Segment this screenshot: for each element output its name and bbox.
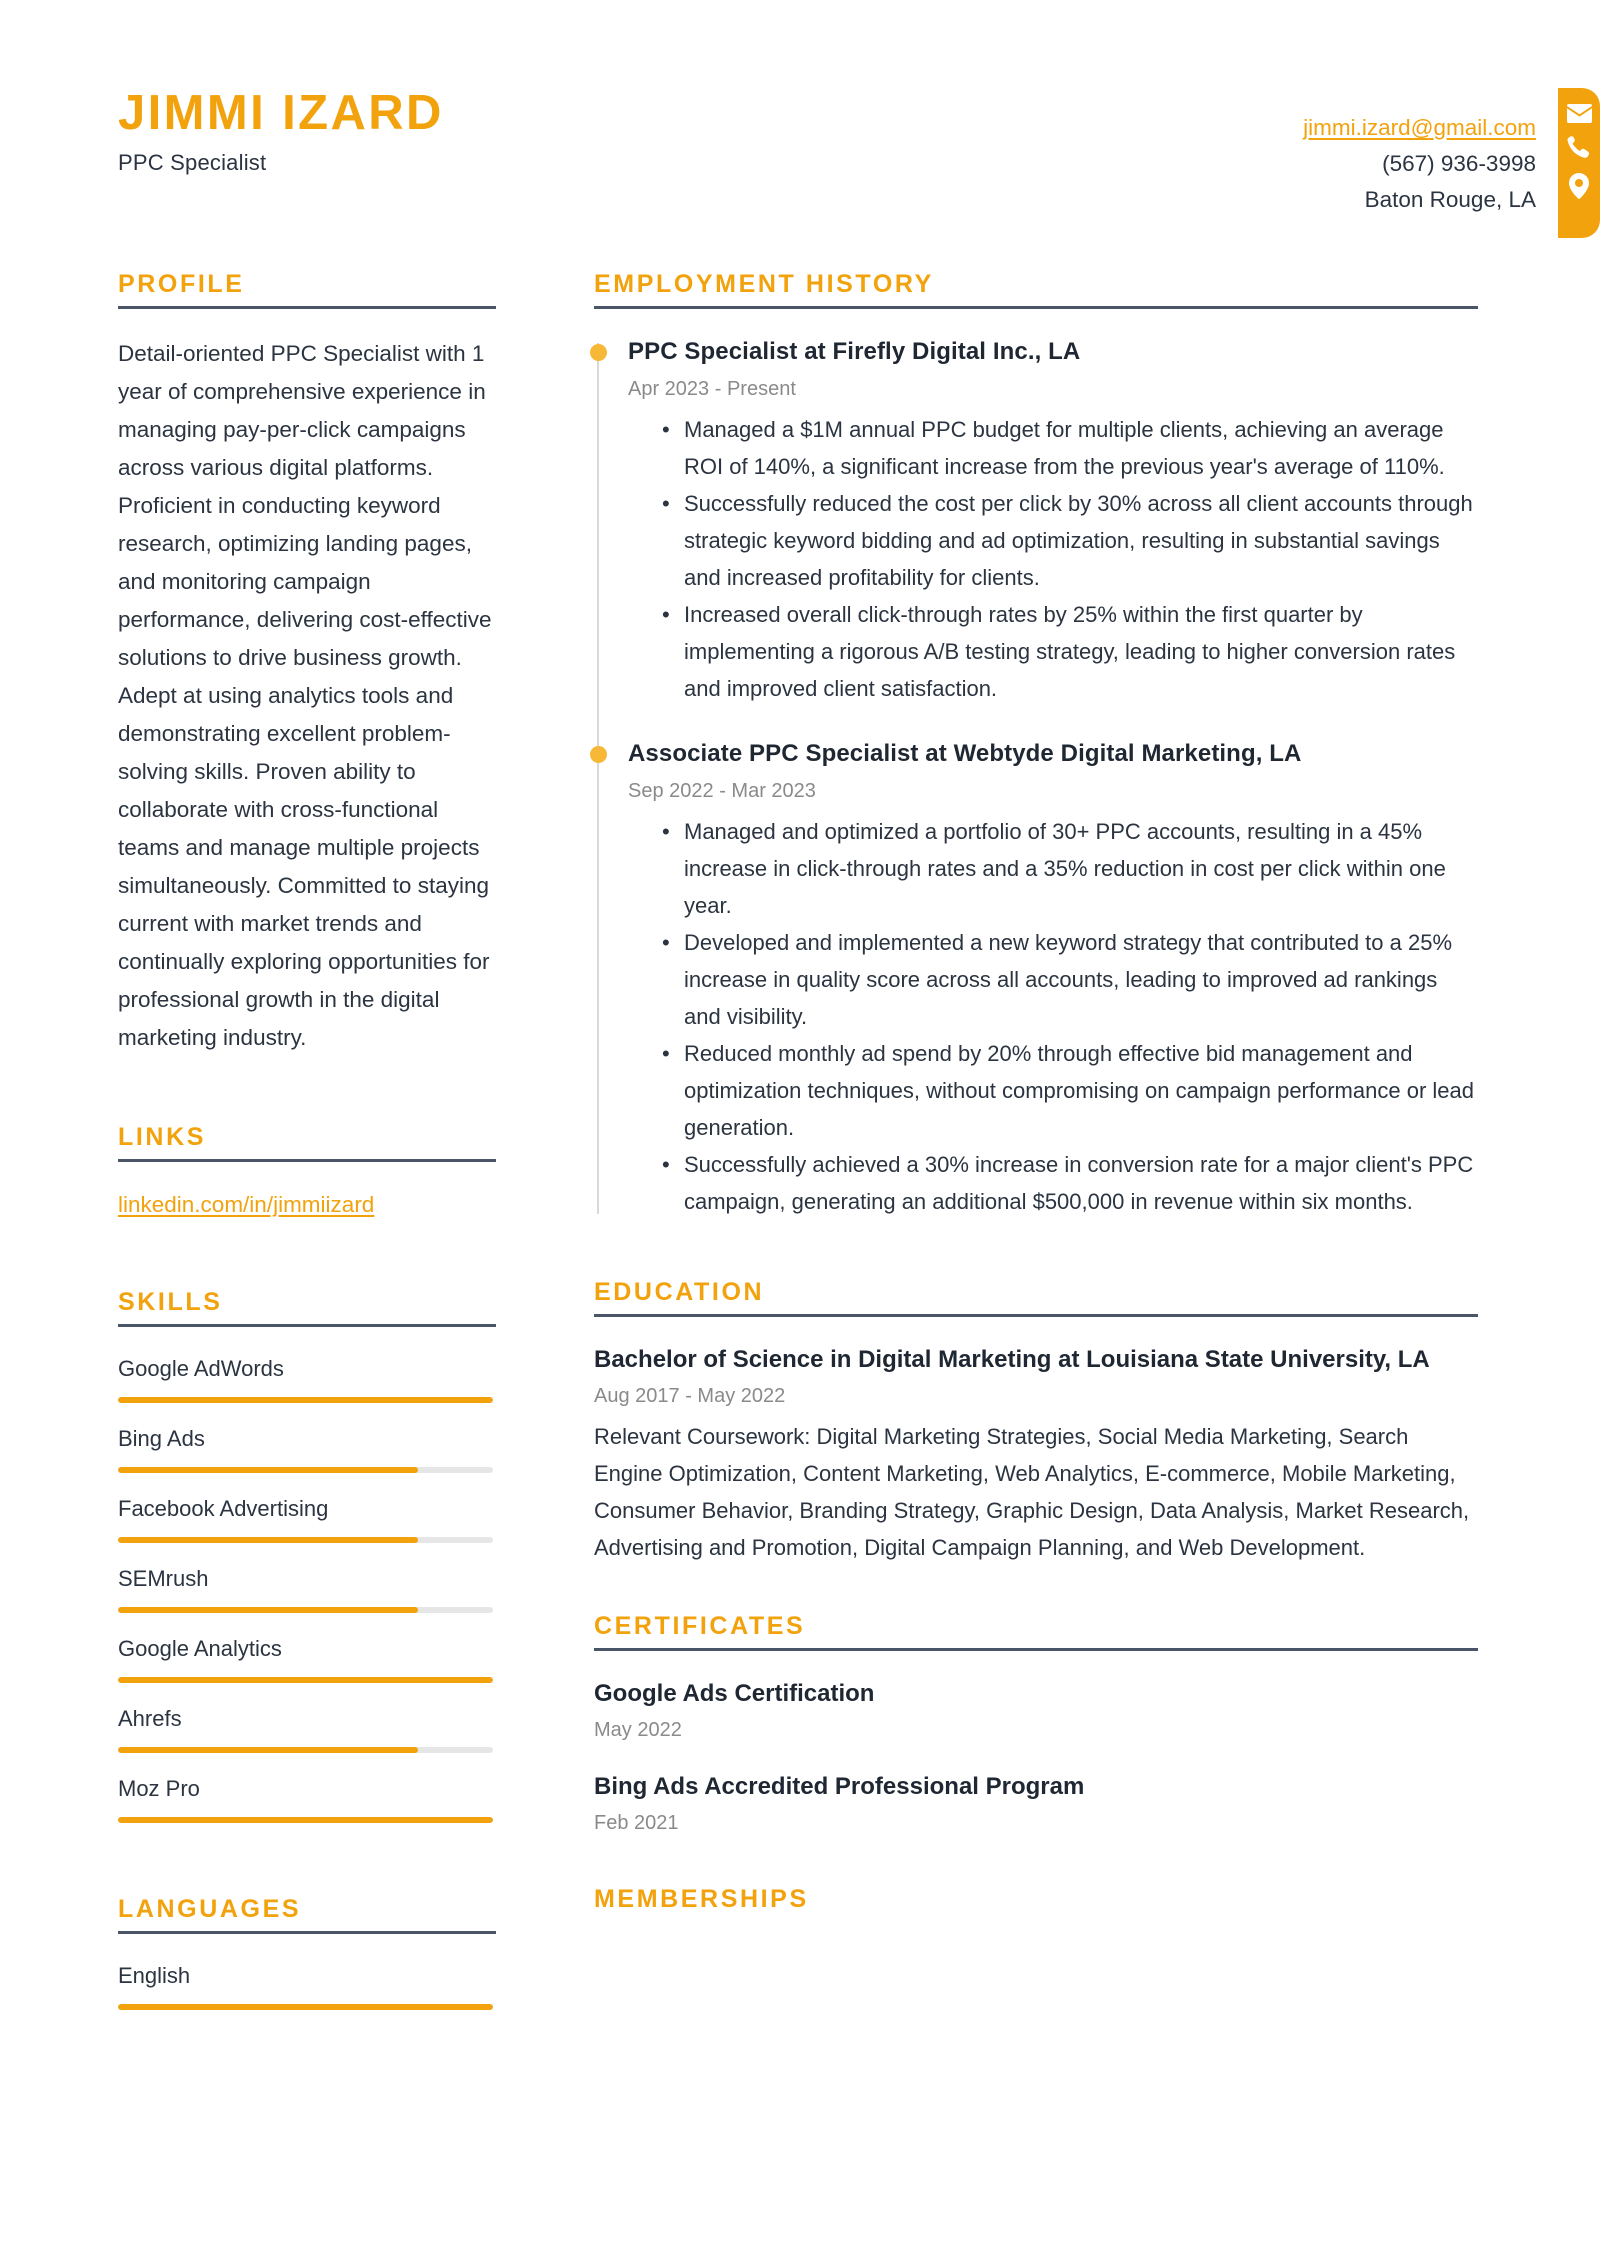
contact-phone: (567) 936-3998 bbox=[1382, 151, 1536, 176]
skill-label: Google AdWords bbox=[118, 1356, 284, 1381]
profile-text: Detail-oriented PPC Specialist with 1 year of comprehensive experience in managing pay-per-click campaigns across various digital platforms. Proficient in conducting keyword research, optimizing landing pages, and monitoring campaign performance, delivering cost-effective solutions to drive business growth. Adept at using analytics tools and demonstrating excellent problem-solving skills. Proven ability to collaborate with cross-functional teams and manage multiple projects simultaneously. Committed to staying current with market trends and continually exploring opportunities for professional growth in the digital marketing industry. bbox=[118, 341, 492, 1050]
spacer bbox=[118, 1057, 496, 1123]
section-title-employment: EMPLOYMENT HISTORY bbox=[594, 270, 934, 298]
section-title-education: EDUCATION bbox=[594, 1278, 765, 1306]
right-column bbox=[538, 270, 1478, 1921]
certificate-title: Google Ads Certification bbox=[594, 1680, 875, 1707]
section-profile bbox=[118, 270, 496, 1057]
skill-fill bbox=[118, 1607, 418, 1613]
contact-icon-bar bbox=[1558, 88, 1600, 238]
skill-fill bbox=[118, 1397, 493, 1403]
skill-track bbox=[118, 1817, 493, 1823]
phone-icon bbox=[1567, 136, 1591, 160]
spacer bbox=[594, 1220, 1478, 1278]
language-track bbox=[118, 2004, 493, 2010]
contact-email[interactable]: jimmi.izard@gmail.com bbox=[1303, 115, 1536, 140]
section-title-skills: SKILLS bbox=[118, 1288, 223, 1316]
skill-item bbox=[118, 1493, 496, 1543]
job-bullet: • Managed and optimized a portfolio of 30+ PPC accounts, resulting in a 45% increase in click-through rates and a 35% reduction in cost per click within one year. bbox=[662, 813, 1478, 924]
job-bullets bbox=[628, 411, 1478, 707]
skill-item bbox=[118, 1773, 496, 1823]
candidate-name: JIMMI IZARD bbox=[118, 86, 444, 140]
skill-label: Ahrefs bbox=[118, 1706, 182, 1731]
education-degree: Bachelor of Science in Digital Marketing at Louisiana State University, LA bbox=[594, 1346, 1430, 1373]
skill-track bbox=[118, 1467, 493, 1473]
section-divider bbox=[594, 1648, 1478, 1651]
section-education bbox=[594, 1278, 1478, 1566]
job-entry bbox=[628, 335, 1478, 707]
job-title: PPC Specialist at Firefly Digital Inc., LA bbox=[628, 338, 1081, 365]
certificate-date: May 2022 bbox=[594, 1719, 682, 1741]
timeline-dot-icon bbox=[590, 344, 607, 361]
certificate-title: Bing Ads Accredited Professional Program bbox=[594, 1773, 1085, 1800]
job-bullets bbox=[628, 813, 1478, 1220]
contact-lines bbox=[1303, 88, 1558, 238]
section-certificates bbox=[594, 1612, 1478, 1839]
skill-label: Moz Pro bbox=[118, 1776, 200, 1801]
section-title-profile: PROFILE bbox=[118, 270, 245, 298]
job-bullet: • Reduced monthly ad spend by 20% through effective bid management and optimization techniques, without compromising on campaign performance or lead generation. bbox=[662, 1035, 1478, 1146]
education-description: Relevant Coursework: Digital Marketing Strategies, Social Media Marketing, Search Engine Optimization, Content Marketing, Web Analytics, E-commerce, Mobile Marketing, Consumer Behavior, Branding Strategy, Graphic Design, Data Analysis, Market Research, Advertising and Promotion, Digital Campaign Planning, and Web Development. bbox=[594, 1424, 1470, 1560]
link-linkedin[interactable]: linkedin.com/in/jimmiizard bbox=[118, 1192, 375, 1217]
job-bullet: • Developed and implemented a new keyword strategy that contributed to a 25% increase in quality score across all accounts, leading to improved ad rankings and visibility. bbox=[662, 924, 1478, 1035]
spacer bbox=[594, 1839, 1478, 1885]
section-divider bbox=[594, 306, 1478, 309]
skill-label: Google Analytics bbox=[118, 1636, 282, 1661]
skill-track bbox=[118, 1537, 493, 1543]
timeline-dot-icon bbox=[590, 746, 607, 763]
employment-timeline bbox=[594, 335, 1478, 1220]
job-entry bbox=[628, 737, 1478, 1220]
skill-fill bbox=[118, 1747, 418, 1753]
section-divider bbox=[594, 1314, 1478, 1317]
certificate-entry bbox=[594, 1677, 1478, 1746]
spacer bbox=[118, 1843, 496, 1895]
resume-header bbox=[0, 0, 1600, 270]
section-languages bbox=[118, 1895, 496, 2010]
spacer bbox=[594, 1566, 1478, 1612]
skill-item bbox=[118, 1703, 496, 1753]
job-bullet: • Managed a $1M annual PPC budget for multiple clients, achieving an average ROI of 140%, a significant increase from the previous year's average of 110%. bbox=[662, 411, 1478, 485]
skill-label: Bing Ads bbox=[118, 1426, 205, 1451]
section-title-languages: LANGUAGES bbox=[118, 1895, 302, 1923]
section-links bbox=[118, 1123, 496, 1222]
section-title-memberships: MEMBERSHIPS bbox=[594, 1885, 809, 1913]
section-divider bbox=[118, 306, 496, 309]
section-divider bbox=[118, 1931, 496, 1934]
section-skills bbox=[118, 1288, 496, 1823]
certificate-date: Feb 2021 bbox=[594, 1812, 679, 1834]
section-title-links: LINKS bbox=[118, 1123, 206, 1151]
job-title: Associate PPC Specialist at Webtyde Digital Marketing, LA bbox=[628, 740, 1302, 767]
job-bullet: • Increased overall click-through rates by 25% within the first quarter by implementing a rigorous A/B testing strategy, leading to higher conversion rates and improved client satisfaction. bbox=[662, 596, 1478, 707]
section-divider bbox=[118, 1159, 496, 1162]
skill-track bbox=[118, 1607, 493, 1613]
skill-label: Facebook Advertising bbox=[118, 1496, 329, 1521]
section-employment bbox=[594, 270, 1478, 1220]
skill-fill bbox=[118, 1467, 418, 1473]
language-fill bbox=[118, 2004, 493, 2010]
candidate-job-title: PPC Specialist bbox=[118, 150, 267, 176]
skill-item bbox=[118, 1423, 496, 1473]
identity-block bbox=[0, 88, 444, 176]
contact-block bbox=[1303, 88, 1600, 238]
skill-fill bbox=[118, 1817, 493, 1823]
skill-item bbox=[118, 1353, 496, 1403]
education-entry bbox=[594, 1343, 1478, 1566]
section-title-certificates: CERTIFICATES bbox=[594, 1612, 806, 1640]
spacer bbox=[118, 1222, 496, 1288]
skill-fill bbox=[118, 1537, 418, 1543]
contact-location: Baton Rouge, LA bbox=[1364, 187, 1536, 212]
skill-label: SEMrush bbox=[118, 1566, 209, 1591]
section-divider bbox=[118, 1324, 496, 1327]
skill-track bbox=[118, 1397, 493, 1403]
skill-track bbox=[118, 1677, 493, 1683]
resume-body bbox=[0, 270, 1600, 2030]
left-column bbox=[118, 270, 538, 2030]
skill-item bbox=[118, 1633, 496, 1683]
section-memberships bbox=[594, 1885, 1478, 1921]
envelope-icon bbox=[1567, 104, 1592, 123]
skill-fill bbox=[118, 1677, 493, 1683]
language-item bbox=[118, 1960, 496, 2010]
job-bullet: • Successfully reduced the cost per click by 30% across all client accounts through strategic keyword bidding and ad optimization, resulting in substantial savings and increased profitability for clients. bbox=[662, 485, 1478, 596]
skill-item bbox=[118, 1563, 496, 1613]
job-date: Apr 2023 - Present bbox=[628, 378, 796, 400]
job-date: Sep 2022 - Mar 2023 bbox=[628, 780, 816, 802]
certificate-entry bbox=[594, 1770, 1478, 1839]
job-bullet: • Successfully achieved a 30% increase in conversion rate for a major client's PPC campaign, generating an additional $500,000 in revenue within six months. bbox=[662, 1146, 1478, 1220]
language-label: English bbox=[118, 1963, 191, 1988]
map-pin-icon bbox=[1569, 173, 1589, 199]
education-date: Aug 2017 - May 2022 bbox=[594, 1385, 786, 1407]
skill-track bbox=[118, 1747, 493, 1753]
